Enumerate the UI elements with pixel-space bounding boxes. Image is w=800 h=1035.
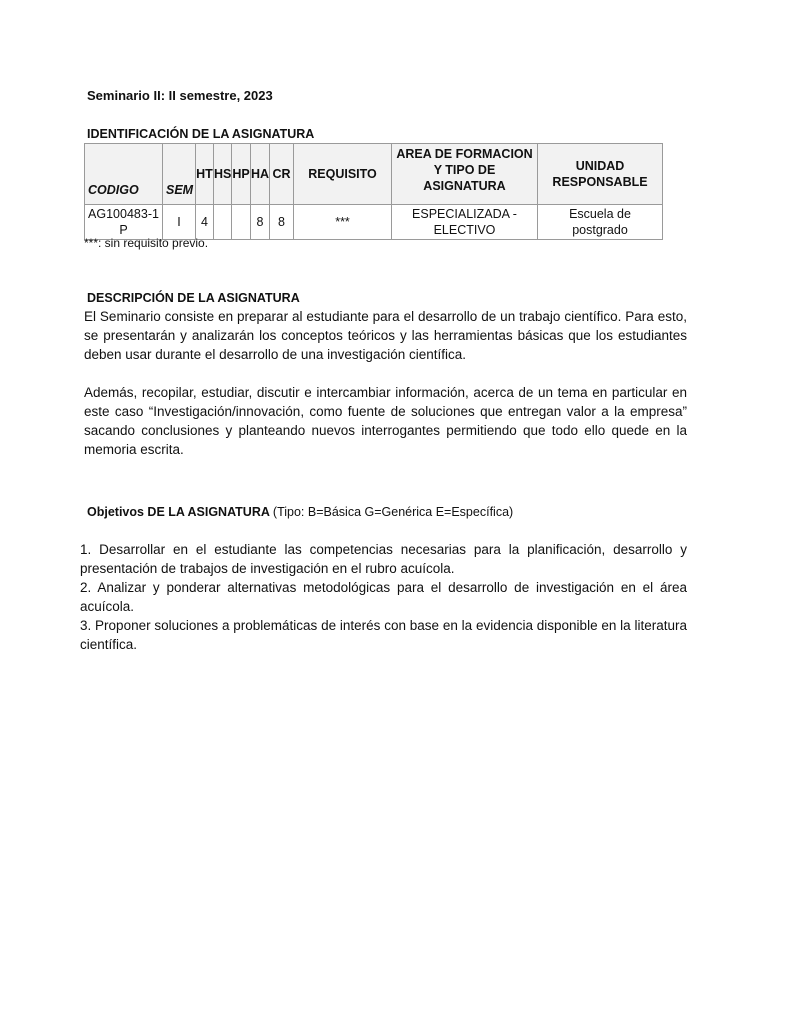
cell-hs [214, 205, 232, 240]
objetivos-heading-label: Objetivos DE LA ASIGNATURA [87, 505, 270, 519]
identificacion-heading: IDENTIFICACIÓN DE LA ASIGNATURA [87, 127, 315, 141]
col-header-codigo: CODIGO [85, 144, 163, 205]
cell-ht: 4 [196, 205, 214, 240]
col-header-ht: HT [196, 144, 214, 205]
cell-requisito: *** [294, 205, 392, 240]
asignatura-table [84, 143, 663, 240]
table-header-row [85, 144, 663, 205]
cell-codigo: AG100483-1 P [85, 205, 163, 240]
list-item: 2. Analizar y ponderar alternativas metodológicas para el desarrollo de investigación en el área acuícola. [80, 580, 687, 614]
objetivos-heading [87, 505, 513, 519]
descripcion-paragraph-2: Además, recopilar, estudiar, discutir e intercambiar información, acerca de un tema en particular en este caso “Investigación/innovación, como fuente de soluciones que entregan valor a la empresa” sacando conclusiones y planteando nuevos interrogantes permitiendo que todo ello quede en la memoria escrita. [84, 385, 687, 457]
col-header-sem: SEM [163, 144, 196, 205]
list-item: 3. Proponer soluciones a problemáticas de interés con base en la evidencia disponible en la literatura científica. [80, 618, 687, 652]
col-header-requisito: REQUISITO [294, 144, 392, 205]
col-header-cr: CR [270, 144, 294, 205]
table-footnote: ***: sin requisito previo. [84, 236, 209, 250]
objetivos-list [80, 540, 687, 654]
col-header-hs: HS [214, 144, 232, 205]
col-header-area: AREA DE FORMACION Y TIPO DE ASIGNATURA [392, 144, 538, 205]
list-item: 1. Desarrollar en el estudiante las competencias necesarias para la planificación, desarrollo y presentación de trabajos de investigación en el rubro acuícola. [80, 542, 687, 576]
col-header-ha: HA [251, 144, 270, 205]
cell-ha: 8 [251, 205, 270, 240]
col-header-unidad: UNIDAD RESPONSABLE [538, 144, 663, 205]
descripcion-heading: DESCRIPCIÓN DE LA ASIGNATURA [87, 291, 300, 305]
cell-area: ESPECIALIZADA - ELECTIVO [392, 205, 538, 240]
descripcion-paragraph-1: El Seminario consiste en preparar al estudiante para el desarrollo de un trabajo científico. Para esto, se presentarán y analizarán los conceptos teóricos y las herramientas básicas que los estudiantes deben usar durante el desarrollo de una investigación científica. [84, 309, 687, 362]
cell-sem: I [163, 205, 196, 240]
cell-hp [232, 205, 251, 240]
table-row [85, 205, 663, 240]
col-header-hp: HP [232, 144, 251, 205]
page-title: Seminario II: II semestre, 2023 [87, 88, 273, 103]
cell-cr: 8 [270, 205, 294, 240]
cell-unidad: Escuela de postgrado [538, 205, 663, 240]
objetivos-tipo-legend: (Tipo: B=Básica G=Genérica E=Específica) [272, 505, 514, 519]
